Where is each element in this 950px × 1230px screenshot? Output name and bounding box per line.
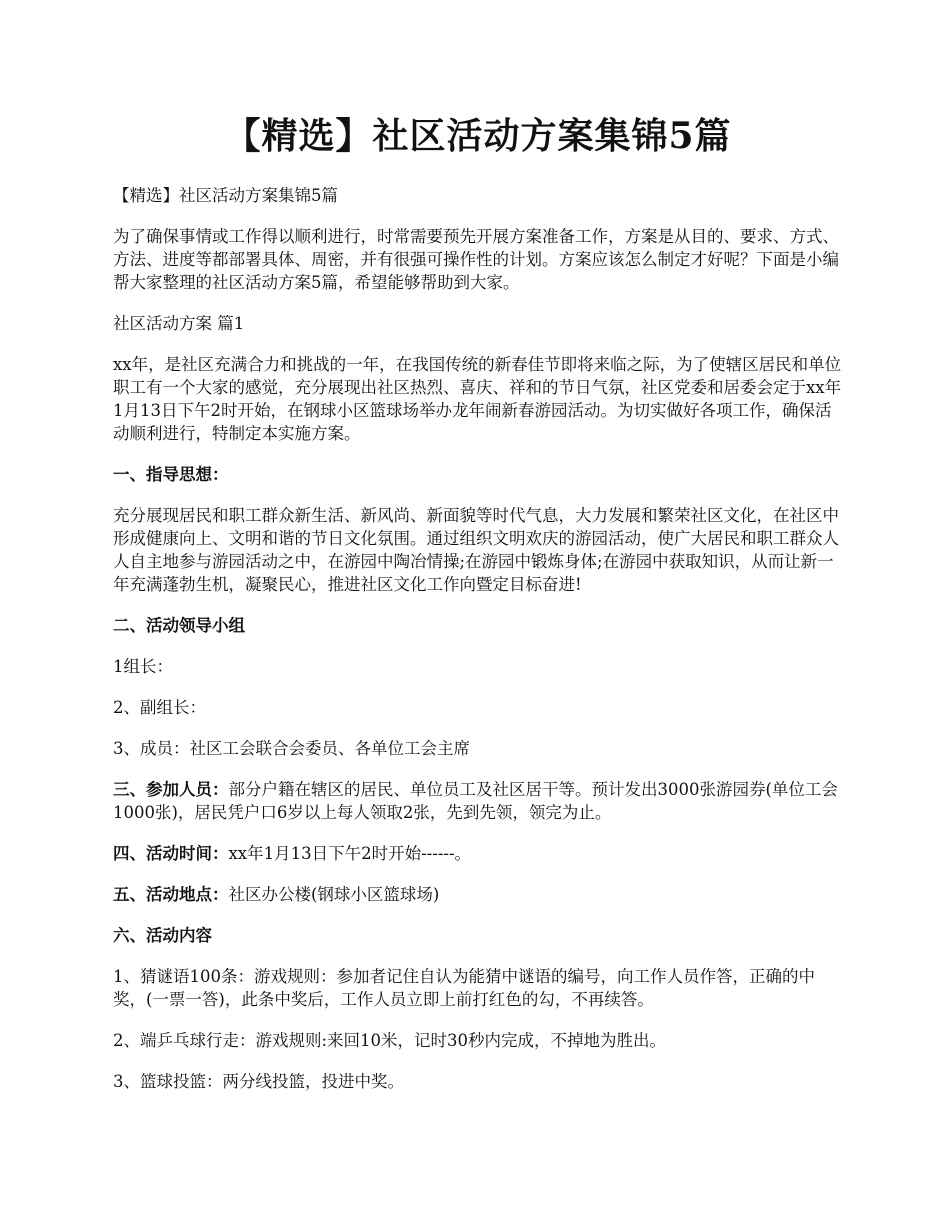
- heading-guiding-ideology: 一、指导思想：: [113, 465, 229, 484]
- place-label: 五、活动地点：: [113, 885, 229, 904]
- participants-text: 部分户籍在辖区的居民、单位员工及社区居干等。预计发出3000张游园券(单位工会1000张)，居民凭户口6岁以上每人领取2张，先到先领，领完为止。: [113, 780, 838, 822]
- participants-label: 三、参加人员：: [113, 780, 229, 799]
- document-title: 【精选】社区活动方案集锦5篇: [224, 115, 732, 157]
- time-paragraph: [113, 842, 843, 865]
- guiding-ideology-paragraph: 充分展现居民和职工群众新生活、新风尚、新面貌等时代气息，大力发展和繁荣社区文化，在社区中形成健康向上、文明和谐的节日文化氛围。通过组织文明欢庆的游园活动，使广大居民和职工群众人人自主地参与游园活动之中，在游园中陶冶情操;在游园中锻炼身体;在游园中获取知识，从而让新一年充满蓬勃生机，凝聚民心，推进社区文化工作向暨定目标奋进!: [113, 506, 839, 594]
- background-paragraph: xx年，是社区充满合力和挑战的一年，在我国传统的新春佳节即将来临之际，为了使辖区居民和单位职工有一个大家的感觉，充分展现出社区热烈、喜庆、祥和的节日气氛，社区党委和居委会定于xx年1月13日下午2时开始，在钢球小区篮球场举办龙年闹新春游园活动。为切实做好各项工作，确保活动顺利进行，特制定本实施方案。: [113, 355, 842, 443]
- leader-line: 1组长：: [113, 657, 173, 676]
- members-line: 3、成员：社区工会联合会委员、各单位工会主席: [113, 739, 470, 758]
- vice-leader-line: 2、副组长：: [113, 698, 206, 717]
- heading-leadership-group: 二、活动领导小组: [113, 616, 245, 635]
- activity-item-riddles: 1、猜谜语100条：游戏规则：参加者记住自认为能猜中谜语的编号，向工作人员作答，正确的中奖，(一票一答)，此条中奖后，工作人员立即上前打红色的勾，不再续答。: [113, 967, 815, 1009]
- place-paragraph: [113, 883, 843, 906]
- section-label: 社区活动方案 篇1: [113, 314, 245, 333]
- intro-paragraph: 为了确保事情或工作得以顺利进行，时常需要预先开展方案准备工作，方案是从目的、要求、方式、方法、进度等都部署具体、周密，并有很强可操作性的计划。方案应该怎么制定才好呢？下面是小编帮大家整理的社区活动方案5篇，希望能够帮助到大家。: [113, 227, 839, 292]
- time-text: xx年1月13日下午2时开始------。: [228, 844, 472, 863]
- time-label: 四、活动时间：: [113, 844, 229, 863]
- activity-item-pingpong-walk: 2、端乒乓球行走：游戏规则:来回10米，记时30秒内完成，不掉地为胜出。: [113, 1031, 667, 1050]
- document-page: [113, 108, 843, 1111]
- participants-paragraph: [113, 778, 843, 824]
- heading-activity-content: 六、活动内容: [113, 926, 212, 945]
- activity-item-basketball: 3、篮球投篮：两分线投篮，投进中奖。: [113, 1072, 404, 1091]
- document-subtitle: 【精选】社区活动方案集锦5篇: [113, 186, 338, 205]
- place-text: 社区办公楼(钢球小区篮球场): [228, 885, 440, 904]
